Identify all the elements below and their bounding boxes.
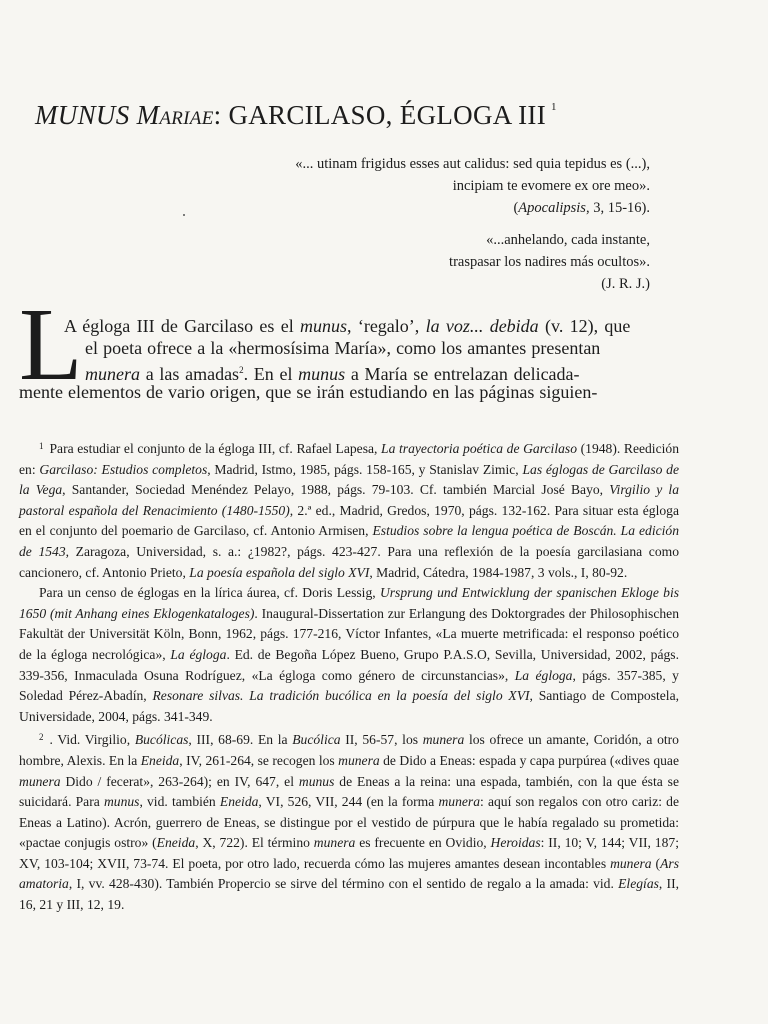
fn-italic: Elegías — [618, 876, 659, 892]
footnote-mark: 1 — [39, 441, 44, 451]
footnote-ref: 2 — [239, 365, 244, 375]
fn-italic: munera — [438, 794, 480, 810]
body-italic: munus — [300, 316, 348, 336]
fn-text: , 2.ª ed., Madrid, Gredos, 1970, págs. 132-162. Para situar esta égloga en el conjunto del poemario de Garcilaso, cf. Antonio Armisen, — [19, 502, 679, 539]
fn-italic: munera — [338, 752, 380, 768]
fn-text: de Dido a Eneas: espada y capa purpúrea («dives quae — [379, 752, 679, 768]
fn-text: , Santiago de Compostela, Universidade, 2004, págs. 341-349. — [19, 688, 679, 724]
footnote-1-continued — [19, 583, 679, 727]
fn-italic: Ars amatoria — [19, 855, 679, 892]
fn-italic: Eneida — [156, 835, 196, 851]
body-text: , ‘regalo’, — [347, 316, 426, 336]
body-italic: munera — [85, 364, 140, 384]
fn-italic: La trayectoria poética de Garcilaso — [381, 441, 577, 456]
body-text: A égloga III de Garcilaso es el — [64, 316, 301, 336]
fn-text: Para un censo de églogas en la lírica áurea, cf. Doris Lessig, — [39, 585, 380, 601]
scan-speck — [183, 214, 185, 216]
fn-text: . Inaugural-Dissertation zur Erlangung des Doktorgrades der Philosophischen Fakultät der Universität Köln, Bonn, 1962, págs. 177-216, Víctor Infantes, «La muerte metrificada: el responso poético de la égloga necrológica», — [19, 605, 679, 662]
footnotes — [19, 436, 679, 916]
fn-italic: munera — [313, 835, 356, 851]
fn-text: , págs. 357-385, y Soledad Pérez-Abadín, — [19, 667, 679, 704]
fn-text: : aquí son regalos con otro cariz: de Eneas a Latino). Acrón, guerrero de Eneas, se distingue por el vestido de púrpura que le había regalado su prometida: «pactae conjugis ostro» ( — [19, 794, 679, 851]
epigraph-source-ref: , 3, 15-16). — [585, 200, 650, 216]
fn-italic: La égloga — [170, 646, 227, 662]
body-line-4: mente elementos de vario origen, que se irán estudiando en las páginas siguien- — [19, 382, 598, 402]
body-text: . En el — [243, 364, 299, 384]
fn-text: Dido / fecerat», 263-264); en IV, 647, el — [60, 773, 299, 789]
body-text: a María se entrelazan delicada- — [345, 364, 580, 384]
epigraph-line: «...anhelando, cada instante, — [486, 232, 650, 248]
fn-text: , III, 68-69. En la — [188, 732, 293, 748]
fn-text: : II, 10; V, 144; VII, 187; XV, 103-104; XVII, 73-74. El poeta, por otro lado, recuerda cómo las mujeres amantes desean incontables — [19, 835, 679, 871]
fn-italic: munus — [298, 773, 335, 789]
fn-text: es frecuente en Ovidio, — [355, 835, 491, 851]
fn-text: II, 56-57, los — [340, 732, 423, 748]
footnote-mark: 2 — [39, 732, 44, 743]
body-line-2: el poeta ofrece a la «hermosísima María», como los amantes presentan — [85, 338, 601, 358]
fn-italic: La égloga — [514, 667, 573, 683]
fn-italic: Bucólicas — [134, 732, 189, 748]
epigraph-source: (Apocalipsis, 3, 15-16). — [513, 200, 650, 216]
drop-cap: L — [19, 287, 83, 402]
title-main: : GARCILASO, ÉGLOGA III — [213, 100, 546, 130]
fn-italic: munera — [610, 855, 652, 871]
fn-italic: Virgilio y la pastoral española del Renacimiento (1480-1550) — [19, 482, 679, 518]
epigraph-author: (J. R. J.) — [601, 276, 650, 292]
epigraph-source-title: Apocalipsis — [518, 200, 586, 216]
article-title — [35, 100, 557, 131]
fn-italic: Eneida — [219, 794, 259, 810]
footnote-1 — [19, 436, 679, 583]
fn-text: , vid. también — [139, 794, 220, 810]
body-italic: la voz... debida — [425, 316, 539, 336]
fn-italic: munera — [422, 732, 465, 748]
fn-text: ( — [651, 855, 661, 871]
fn-text: . Ed. de Begoña López Bueno, Grupo P.A.S.O, Sevilla, Universidad, 2002, págs. 339-356, Inmaculada Osuna Rodríguez, «La égloga como género de circunstancias», — [19, 646, 679, 683]
fn-italic: Heroidas — [490, 835, 541, 851]
fn-italic: munus — [103, 794, 140, 810]
fn-text: (1948). Reedición en: — [19, 441, 679, 477]
epigraph-jrj — [449, 229, 650, 295]
fn-text: , Santander, Sociedad Menéndez Pelayo, 1988, págs. 79-103. Cf. también Marcial José Bayo, — [62, 482, 610, 498]
fn-text: , II, 16, 21 y III, 12, 19. — [19, 876, 680, 913]
fn-text: , VI, 526, VII, 244 (en la forma — [258, 794, 439, 810]
fn-text: , Madrid, Cátedra, 1984-1987, 3 vols., I, 80-92. — [369, 564, 628, 580]
title-munus: MUNUS — [35, 100, 137, 130]
fn-italic: Las églogas de Garcilaso de la Vega — [19, 461, 680, 498]
epigraph-line: «... utinam frigidus esses aut calidus: sed quia tepidus es (...), — [295, 156, 650, 172]
fn-text: de Eneas a la reina: una espada, también, con la que ésta se suicidará. Para — [19, 773, 679, 810]
fn-text: los ofrece un amante, Coridón, a otro hombre, Alexis. En la — [19, 732, 679, 768]
fn-italic: Ursprung und Entwicklung der spanischen Ekloge bis 1650 (mit Anhang eines Eklogenkataloges) — [19, 585, 680, 621]
body-text: a las amadas — [140, 364, 240, 384]
fn-text: , X, 722). El término — [195, 835, 314, 851]
fn-italic: Eneida — [140, 752, 180, 768]
title-footnote-mark: 1 — [551, 101, 557, 113]
fn-text: , IV, 261-264, se recogen los — [179, 752, 339, 768]
fn-text: Para estudiar el conjunto de la égloga III, cf. Rafael Lapesa, — [49, 441, 382, 456]
body-line-1 — [64, 314, 630, 338]
body-italic: munus — [298, 364, 346, 384]
fn-italic: Bucólica — [292, 732, 341, 748]
epigraph-line: traspasar los nadires más ocultos». — [449, 254, 650, 270]
fn-text: , Zaragoza, Universidad, s. a.: ¿1982?, págs. 423-427. Para una reflexión de la poesía garcilasiana como cancionero, cf. Antonio Prieto, — [19, 543, 679, 580]
fn-italic: Garcilaso: Estudios completos — [39, 461, 208, 477]
fn-text: , Madrid, Istmo, 1985, págs. 158-165, y Stanislav Zimic, — [207, 461, 523, 477]
fn-italic: Resonare silvas. La tradición bucólica en la poesía del siglo XVI — [152, 688, 530, 704]
title-mariae: Mariae — [136, 100, 214, 130]
fn-italic: munera — [19, 773, 61, 789]
fn-italic: Estudios sobre la lengua poética de Boscán. La edición de 1543 — [19, 523, 680, 559]
footnote-2 — [19, 727, 679, 915]
fn-text: , I, vv. 428-430). También Propercio se sirve del término con el sentido de regalo a la amada: vid. — [68, 876, 619, 892]
fn-italic: La poesía española del siglo XVI — [189, 564, 370, 580]
epigraph-line: incipiam te evomere ex ore meo». — [452, 178, 650, 194]
fn-text: . Vid. Virgilio, — [49, 732, 135, 748]
body-text: (v. 12), que — [538, 316, 631, 336]
epigraph-apocalipsis — [295, 153, 650, 219]
